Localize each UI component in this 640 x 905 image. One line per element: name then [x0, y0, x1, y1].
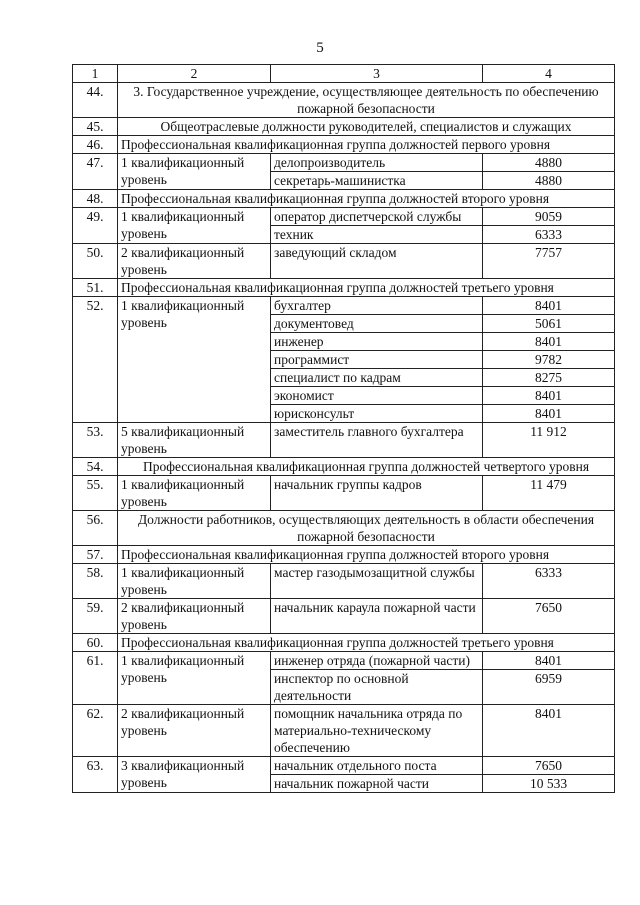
section-heading: Профессиональная квалификационная группа должностей первого уровня — [118, 136, 615, 154]
qualification-level: 1 квалификационный уровень — [118, 652, 271, 705]
row-number: 52. — [73, 297, 118, 423]
position-name: оператор диспетчерской службы — [271, 208, 483, 226]
qualification-level: 1 квалификационный уровень — [118, 476, 271, 511]
salary-value: 11 912 — [483, 423, 615, 458]
column-header-3: 3 — [271, 65, 483, 83]
table-row — [73, 423, 615, 458]
row-number: 57. — [73, 546, 118, 564]
table-row — [73, 757, 615, 775]
salary-value: 8401 — [483, 652, 615, 670]
table-row — [73, 244, 615, 279]
column-header-1: 1 — [73, 65, 118, 83]
table-row — [73, 564, 615, 599]
salary-value: 10 533 — [483, 775, 615, 793]
salary-value: 8401 — [483, 297, 615, 315]
section-heading: Профессиональная квалификационная группа должностей второго уровня — [118, 546, 615, 564]
position-name: заместитель главного бухгалтера — [271, 423, 483, 458]
salary-table — [72, 64, 615, 793]
position-name: секретарь-машинистка — [271, 172, 483, 190]
salary-value: 5061 — [483, 315, 615, 333]
table-row — [73, 705, 615, 757]
position-name: специалист по кадрам — [271, 369, 483, 387]
table-row — [73, 154, 615, 172]
table-row — [73, 279, 615, 297]
table-row — [73, 546, 615, 564]
row-number: 44. — [73, 83, 118, 118]
qualification-level: 1 квалификационный уровень — [118, 564, 271, 599]
position-name: инженер отряда (пожарной части) — [271, 652, 483, 670]
salary-value: 9782 — [483, 351, 615, 369]
qualification-level: 5 квалификационный уровень — [118, 423, 271, 458]
table-row — [73, 208, 615, 226]
salary-table-body — [73, 65, 615, 793]
row-number: 60. — [73, 634, 118, 652]
salary-value: 8401 — [483, 405, 615, 423]
column-header-2: 2 — [118, 65, 271, 83]
section-heading: 3. Государственное учреждение, осуществляющее деятельность по обеспечению пожарной безопасности — [118, 83, 615, 118]
section-heading: Профессиональная квалификационная группа должностей третьего уровня — [118, 634, 615, 652]
row-number: 54. — [73, 458, 118, 476]
position-name: начальник группы кадров — [271, 476, 483, 511]
salary-value: 8401 — [483, 705, 615, 757]
position-name: инженер — [271, 333, 483, 351]
position-name: заведующий складом — [271, 244, 483, 279]
position-name: юрисконсульт — [271, 405, 483, 423]
section-heading: Профессиональная квалификационная группа должностей третьего уровня — [118, 279, 615, 297]
position-name: программист — [271, 351, 483, 369]
table-row — [73, 297, 615, 315]
qualification-level: 2 квалификационный уровень — [118, 244, 271, 279]
row-number: 63. — [73, 757, 118, 793]
table-row — [73, 511, 615, 546]
position-name: начальник пожарной части — [271, 775, 483, 793]
salary-value: 9059 — [483, 208, 615, 226]
salary-value: 11 479 — [483, 476, 615, 511]
row-number: 56. — [73, 511, 118, 546]
section-heading: Профессиональная квалификационная группа должностей четвертого уровня — [118, 458, 615, 476]
row-number: 61. — [73, 652, 118, 705]
qualification-level: 2 квалификационный уровень — [118, 599, 271, 634]
section-heading: Общеотраслевые должности руководителей, специалистов и служащих — [118, 118, 615, 136]
position-name: документовед — [271, 315, 483, 333]
position-name: мастер газодымозащитной службы — [271, 564, 483, 599]
salary-value: 6959 — [483, 670, 615, 705]
position-name: делопроизводитель — [271, 154, 483, 172]
position-name: экономист — [271, 387, 483, 405]
table-row — [73, 136, 615, 154]
table-row — [73, 634, 615, 652]
row-number: 51. — [73, 279, 118, 297]
row-number: 49. — [73, 208, 118, 244]
salary-value: 7650 — [483, 599, 615, 634]
qualification-level: 1 квалификационный уровень — [118, 297, 271, 423]
position-name: начальник отдельного поста — [271, 757, 483, 775]
qualification-level: 2 квалификационный уровень — [118, 705, 271, 757]
position-name: помощник начальника отряда по материально-техническому обеспечению — [271, 705, 483, 757]
row-number: 45. — [73, 118, 118, 136]
row-number: 47. — [73, 154, 118, 190]
salary-value: 7650 — [483, 757, 615, 775]
row-number: 59. — [73, 599, 118, 634]
salary-value: 4880 — [483, 154, 615, 172]
salary-value: 8275 — [483, 369, 615, 387]
table-row — [73, 118, 615, 136]
table-header-row — [73, 65, 615, 83]
qualification-level: 1 квалификационный уровень — [118, 154, 271, 190]
row-number: 48. — [73, 190, 118, 208]
row-number: 58. — [73, 564, 118, 599]
table-row — [73, 458, 615, 476]
qualification-level: 3 квалификационный уровень — [118, 757, 271, 793]
salary-value: 4880 — [483, 172, 615, 190]
salary-value: 7757 — [483, 244, 615, 279]
section-heading: Должности работников, осуществляющих деятельность в области обеспечения пожарной безопасности — [118, 511, 615, 546]
row-number: 46. — [73, 136, 118, 154]
position-name: инспектор по основной деятельности — [271, 670, 483, 705]
salary-value: 6333 — [483, 226, 615, 244]
position-name: бухгалтер — [271, 297, 483, 315]
salary-value: 8401 — [483, 387, 615, 405]
row-number: 62. — [73, 705, 118, 757]
page-number: 5 — [316, 40, 324, 56]
row-number: 53. — [73, 423, 118, 458]
position-name: техник — [271, 226, 483, 244]
section-heading: Профессиональная квалификационная группа должностей второго уровня — [118, 190, 615, 208]
table-row — [73, 190, 615, 208]
table-row — [73, 599, 615, 634]
column-header-4: 4 — [483, 65, 615, 83]
row-number: 55. — [73, 476, 118, 511]
position-name: начальник караула пожарной части — [271, 599, 483, 634]
row-number: 50. — [73, 244, 118, 279]
table-row — [73, 652, 615, 670]
qualification-level: 1 квалификационный уровень — [118, 208, 271, 244]
salary-value: 8401 — [483, 333, 615, 351]
table-row — [73, 476, 615, 511]
salary-value: 6333 — [483, 564, 615, 599]
table-row — [73, 83, 615, 118]
